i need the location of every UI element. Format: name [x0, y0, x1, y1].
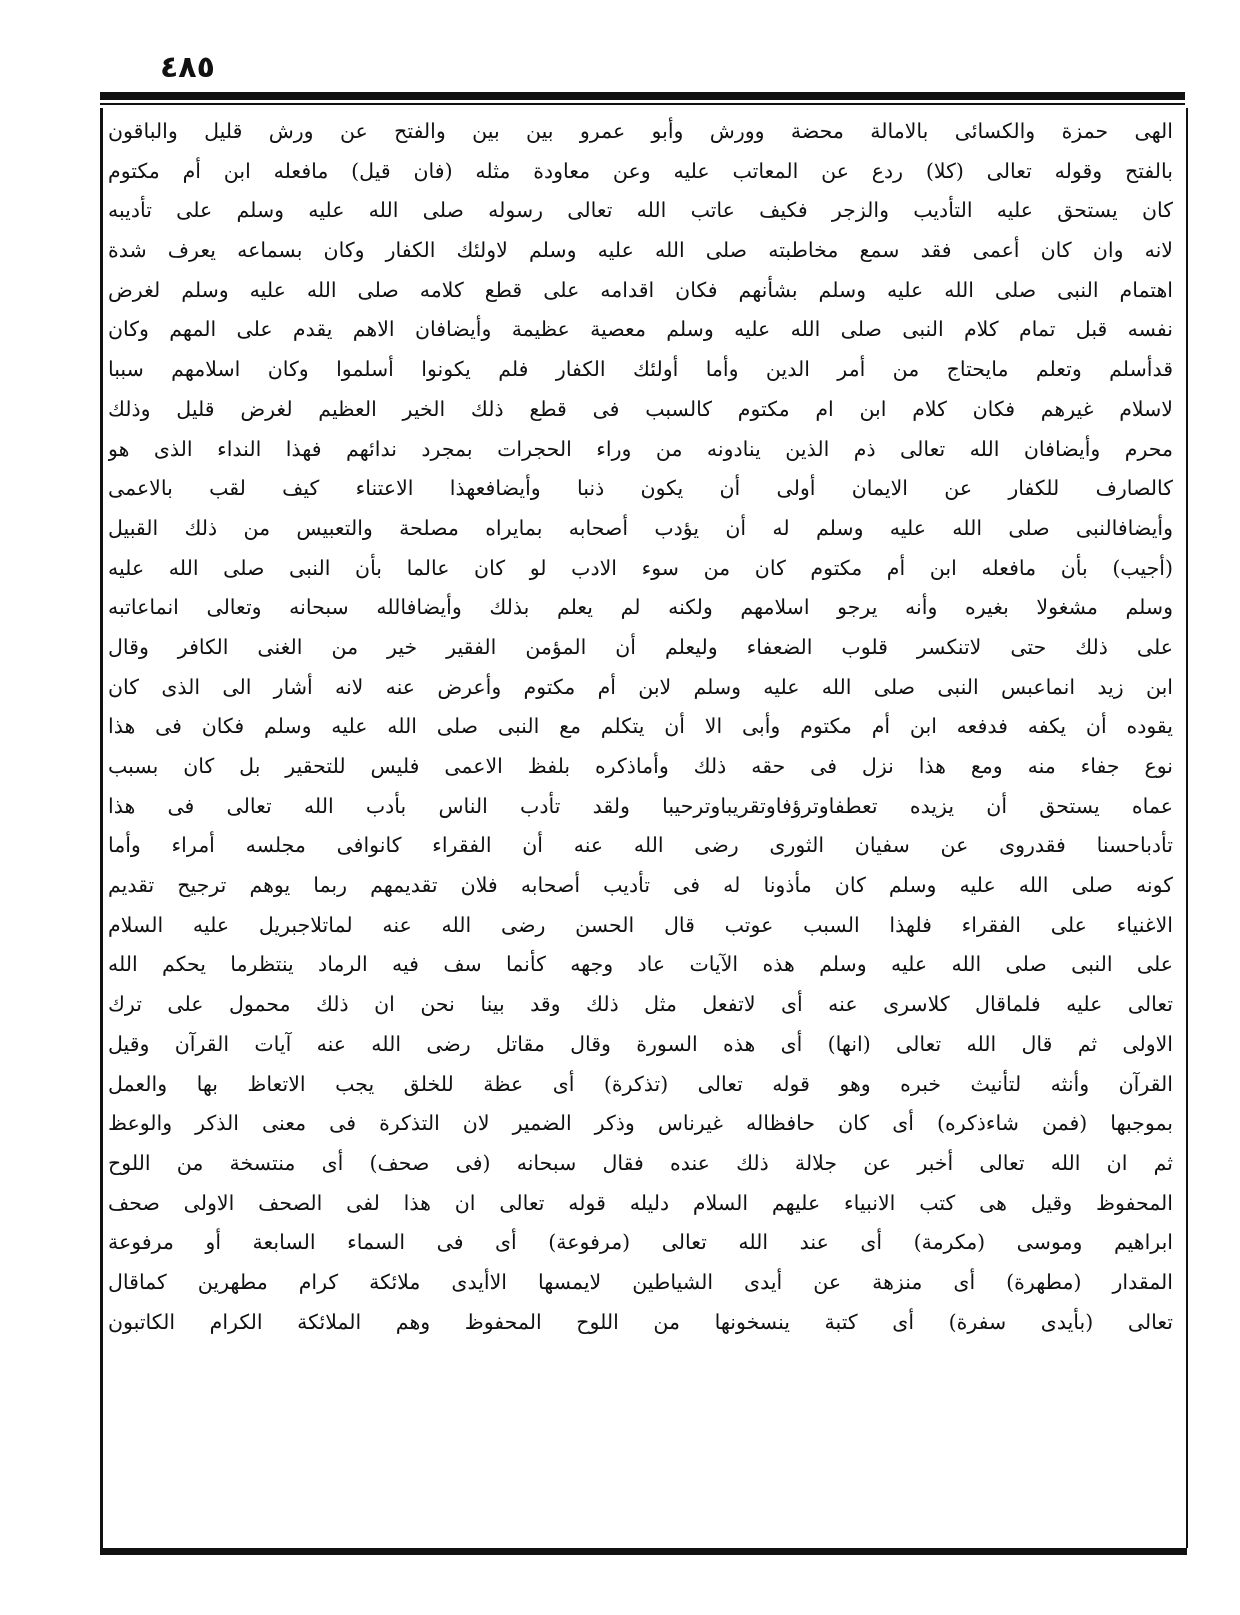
text-line: اهتمام النبى صلى الله عليه وسلم بشأنهم فكان اقدامه على قطع كلامه صلى الله عليه وسلم لغرض	[108, 277, 1173, 302]
text-line: الاولى ثم قال الله تعالى (انها) أى هذه السورة وقال مقاتل رضى الله عنه آيات القرآن وقيل	[108, 1031, 1173, 1056]
text-body	[108, 112, 1173, 1544]
text-line: وسلم مشغولا بغيره وأنه يرجو اسلامهم ولكنه لم يعلم بذلك وأيضافالله سبحانه وتعالى انماعاتبه	[108, 595, 1173, 620]
text-line: لانه وان كان أعمى فقد سمع مخاطبته صلى الله عليه وسلم لاولئك الكفار وكان بسماعه يعرف شدة	[108, 238, 1173, 263]
text-line: ابن زيد انماعبس النبى صلى الله عليه وسلم لابن أم مكتوم وأعرض عنه لانه أشار الى الذى كان	[108, 674, 1173, 699]
text-line: نفسه قبل تمام كلام النبى صلى الله عليه وسلم معصية عظيمة وأيضافان الاهم يقدم على المهم وكان	[108, 317, 1173, 342]
text-line: كان يستحق عليه التأديب والزجر فكيف عاتب الله تعالى رسوله صلى الله عليه وسلم على تأديبه	[108, 198, 1173, 223]
text-line: قدأسلم وتعلم مايحتاج من أمر الدين وأما أولئك الكفار فلم يكونوا أسلموا وكان اسلامهم سببا	[108, 357, 1173, 382]
text-line: كونه صلى الله عليه وسلم كان مأذونا له فى تأديب أصحابه فلان تقديمهم ربما يوهم ترجيح تقديم	[108, 873, 1173, 898]
text-line: ابراهيم وموسى (مكرمة) أى عند الله تعالى (مرفوعة) أى فى السماء السابعة أو مرفوعة	[108, 1230, 1173, 1255]
text-line: محرم وأيضافان الله تعالى ذم الذين ينادونه من وراء الحجرات بمجرد ندائهم فهذا النداء الذى هو	[108, 436, 1173, 461]
bottom-rule	[100, 1548, 1187, 1555]
text-line: المحفوظ وقيل هى كتب الانبياء عليهم السلام دليله قوله تعالى ان هذا لفى الصحف الاولى صحف	[108, 1190, 1173, 1215]
text-line: عماه يستحق أن يزيده تعطفاوترؤفاوتقريباوترحيبا ولقد تأدب الناس بأدب الله تعالى فى هذا	[108, 793, 1173, 818]
text-line: لاسلام غيرهم فكان كلام ابن ام مكتوم كالسبب فى قطع ذلك الخير العظيم لغرض قليل وذلك	[108, 396, 1173, 421]
text-line: ثم ان الله تعالى أخبر عن جلالة ذلك عنده فقال سبحانه (فى صحف) أى منتسخة من اللوح	[108, 1150, 1173, 1175]
text-line: على النبى صلى الله عليه وسلم هذه الآيات عاد وجهه كأنما سف فيه الرماد ينتظرما يحكم الله	[108, 952, 1173, 977]
text-line: الاغنياء على الفقراء فلهذا السبب عوتب قال الحسن رضى الله عنه لماتلاجبريل عليه السلام	[108, 912, 1173, 937]
text-line: تعالى (بأيدى سفرة) أى كتبة ينسخونها من اللوح المحفوظ وهم الملائكة الكرام الكاتبون	[108, 1309, 1173, 1334]
text-line: المقدار (مطهرة) أى منزهة عن أيدى الشياطين لايمسها الاأيدى ملائكة كرام مطهرين كماقال	[108, 1269, 1173, 1294]
text-line: كالصارف للكفار عن الايمان أولى أن يكون ذنبا وأيضافعهذا الاعتناء كيف لقب بالاعمى	[108, 476, 1173, 501]
text-line: تعالى عليه فلماقال كلاسرى عنه أى لاتفعل مثل ذلك وقد بينا نحن ان ذلك محمول على ترك	[108, 992, 1173, 1017]
text-line: الهى حمزة والكسائى بالامالة محضة وورش وأبو عمرو بين بين والفتح عن ورش قليل والباقون	[108, 119, 1173, 143]
text-line: وأيضافالنبى صلى الله عليه وسلم له أن يؤدب أصحابه بمايراه مصلحة والتعبيس من ذلك القبيل	[108, 515, 1173, 540]
page-number: ٤٨٥	[160, 50, 215, 85]
text-line: بموجبها (فمن شاءذكره) أى كان حافظاله غيرناس وذكر الضمير لان التذكرة فى معنى الذكر والوعظ	[108, 1111, 1173, 1136]
text-line: القرآن وأنثه لتأنيث خبره وهو قوله تعالى (تذكرة) أى عظة للخلق يجب الاتعاظ بها والعمل	[108, 1071, 1173, 1096]
text-line: بالفتح وقوله تعالى (كلا) ردع عن المعاتب عليه وعن معاودة مثله (فان قيل) مافعله ابن أم مكتوم	[108, 158, 1173, 183]
text-line: يقوده أن يكفه فدفعه ابن أم مكتوم وأبى الا أن يتكلم مع النبى صلى الله عليه وسلم فكان فى هذا	[108, 714, 1173, 739]
top-rule-thin	[100, 103, 1185, 105]
top-rule	[100, 92, 1185, 100]
text-line: نوع جفاء منه ومع هذا نزل فى حقه ذلك وأماذكره بلفظ الاعمى فليس للتحقير بل كان بسبب	[108, 754, 1173, 778]
text-line: (أجيب) بأن مافعله ابن أم مكتوم كان من سوء الادب لو كان عالما بأن النبى صلى الله عليه	[108, 555, 1173, 580]
text-line: على ذلك حتى لاتنكسر قلوب الضعفاء وليعلم أن المؤمن الفقير خير من الغنى الكافر وقال	[108, 634, 1173, 659]
text-line: تأدباحسنا فقدروى عن سفيان الثورى رضى الله عنه أن الفقراء كانوافى مجلسه أمراء وأما	[108, 833, 1173, 858]
